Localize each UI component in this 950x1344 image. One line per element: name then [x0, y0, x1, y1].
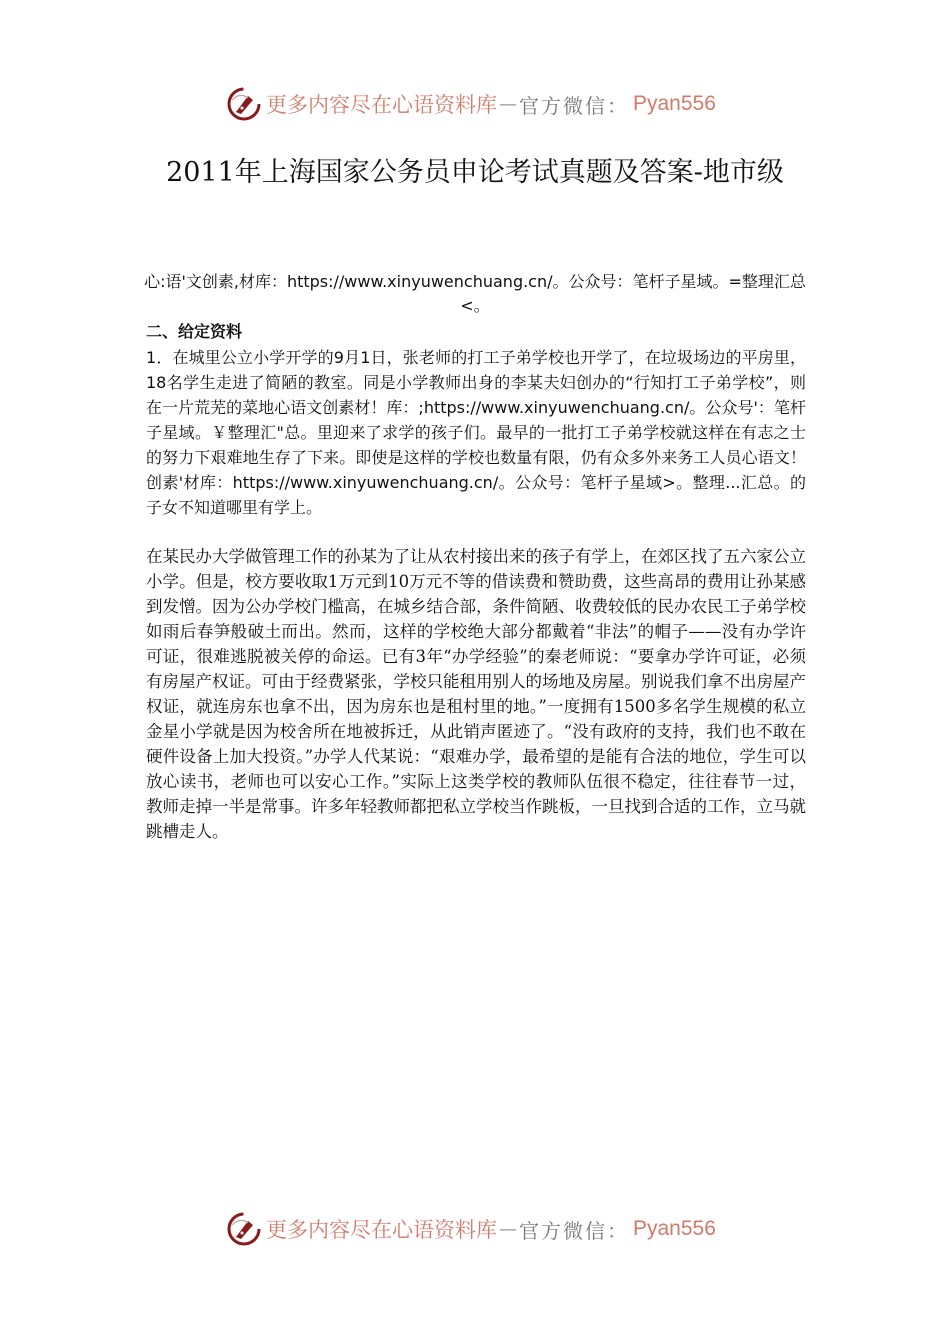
banner-dash: — [499, 1218, 517, 1240]
paragraph-2: 在某民办大学做管理工作的孙某为了让从农村接出来的孩子有学上，在郊区找了五六家公立小学。但是，校方要收取1万元到10万元不等的借读费和赞助费，这些高昂的费用让孙某感到发憎。因为公办学校门槛高，在城乡结合部，条件简陋、收费较低的民办农民工子弟学校如雨后春笋般破土而出。然而，这样的学校绝大部分都戴着“非法”的帽子——没有办学许可证，很难逃脱被关停的命运。已有3年“办学经验”的秦老师说：“要拿办学许可证，必须有房屋产权证。可由于经费紧张，学校只能租用别人的场地及房屋。别说我们拿不出房屋产权证，就连房东也拿不出，因为房东也是租村里的地。”一度拥有1500多名学生规模的私立金星小学就是因为校舍所在地被拆迁，从此销声匿迹了。“没有政府的支持，我们也不敢在硬件设备上加大投资。”办学人代某说：“艰难办学，最希望的是能有合法的地位，学生可以放心读书，老师也可以安心工作。”实际上这类学校的教师队伍很不稳定，往往春节一过，教师走掉一半是常事。许多年轻教师都把私立学校当作跳板，一旦找到合适的工作，立马就跳槽走人。 [146, 547, 806, 841]
header-banner [226, 84, 726, 124]
source-note: 心:语'文创素,材库：https://www.xinyuwenchuang.cn/。公众号：笔杆子星域。=整理汇总<。 [144, 272, 806, 315]
banner-promo-text: 更多内容尽在心语资料库 [266, 1218, 497, 1242]
banner-dash: — [499, 93, 517, 115]
paragraph-1: 1．在城里公立小学开学的9月1日，张老师的打工子弟学校也开学了，在垃圾场边的平房里，18名学生走进了简陋的教室。同是小学教师出身的李某夫妇创办的“行知打工子弟学校”，则在一片荒芜的菜地心语文创素材！库：;https://www.xinyuwenchuang.cn/。公众号'：笔杆子星域。￥整理汇"总。里迎来了求学的孩子们。最早的一批打工子弟学校就这样在有志之士的努力下艰难地生存了下来。即使是这样的学校也数量有限，仍有众多外来务工人员心语文！创素'材库：https://www.xinyuwenchuang.cn/。公众号：笔杆子星域>。整理...汇总。的子女不知道哪里有学上。 [146, 348, 806, 517]
banner-wechat-id: Pyan556 [633, 92, 716, 115]
quill-pen-logo-icon [226, 1211, 262, 1247]
section-heading: 二、给定资料 [146, 322, 243, 341]
footer-banner [226, 1209, 726, 1249]
document-title: 2011年上海国家公务员申论考试真题及答案-地市级 [166, 157, 784, 188]
banner-promo-text: 更多内容尽在心语资料库 [266, 93, 497, 117]
quill-pen-logo-icon [226, 86, 262, 122]
banner-wechat-label: 官方微信： [519, 1218, 629, 1243]
banner-wechat-label: 官方微信： [519, 93, 629, 118]
banner-wechat-id: Pyan556 [633, 1217, 716, 1240]
